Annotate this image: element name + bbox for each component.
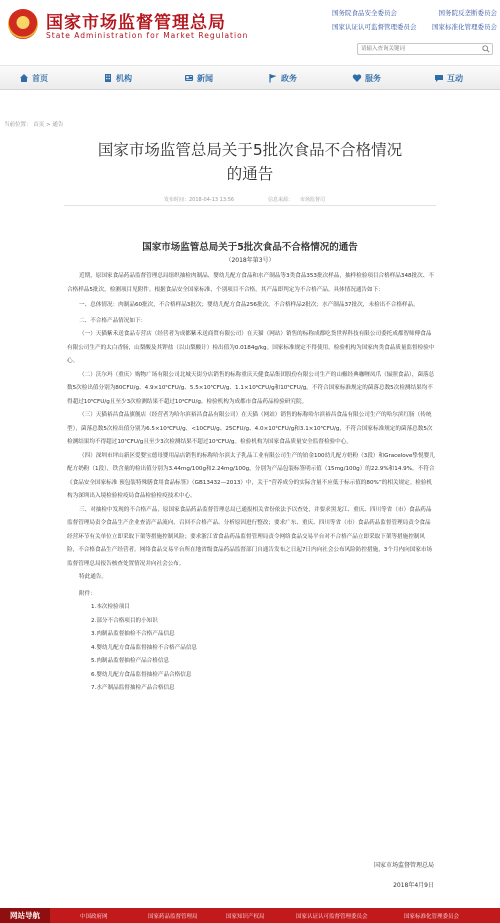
search-box xyxy=(357,43,493,55)
breadcrumb xyxy=(4,120,63,128)
document-title: 国家市场监管总局关于5批次食品不合格情况的通告 xyxy=(142,242,358,253)
nav-item-organization[interactable] xyxy=(103,71,132,85)
paragraph: 三、对抽检中发现的不合格产品，原国家食品药品监督管理总局已通报相关省份依法予以查处，并要求黑龙江、重庆、四川等省（市）食品药品监督管理局责令食品生产企业查清产品流向、召回不合格产品、分析原因进行整改；要求广东、重庆、四川等省（市）食品药品监督管理局责令食品经营环节有关单位立即采取下架等措施控制风险；要求浙江省食品药品监督管理局责令网络食品交易平台对不合格产品立即采取下架等措施控制风险，不合格食品生产经营者。网络食品交易平台所在地省级食品药品监督部门自通告发布之日起7日内向社会公布风险防控措施，3个月内向国家市场监督管理总局报告核查处置情况并向社会公布。 xyxy=(67,506,433,567)
main-nav xyxy=(0,66,500,90)
nav-item-interaction[interactable] xyxy=(434,71,463,85)
attachment-link[interactable]: 1.本次检验项目 xyxy=(91,604,130,610)
attachment-link[interactable]: 6.婴幼儿配方食品监督抽检产品合格信息 xyxy=(91,671,192,678)
national-emblem-icon: ★ xyxy=(8,9,38,39)
top-link-antimonopoly-committee[interactable]: 国务院反垄断委员会 xyxy=(438,9,497,17)
article-title-line: 的通告 xyxy=(226,165,274,183)
document-number: （2018年第3号） xyxy=(225,257,275,264)
home-icon xyxy=(19,73,29,83)
breadcrumb-separator: > xyxy=(46,122,51,128)
nav-label: 机构 xyxy=(116,73,132,83)
top-link-food-safety-committee[interactable]: 国务院食品安全委员会 xyxy=(332,9,397,17)
building-icon xyxy=(103,73,113,83)
attachment-link[interactable]: 2.部分不合格项目的小知识 xyxy=(91,617,158,624)
nav-label: 互动 xyxy=(447,73,463,83)
footer-link-standardization[interactable]: 国家标准化管理委员会 xyxy=(404,914,460,920)
breadcrumb-prefix: 当前位置： xyxy=(4,122,32,128)
top-link-standardization-committee[interactable]: 国家标准化管理委员会 xyxy=(432,23,497,31)
newspaper-icon xyxy=(184,73,194,83)
search-icon[interactable] xyxy=(482,45,490,53)
source-value: 市场监督司 xyxy=(300,197,326,203)
paragraph: 二、不合格产品情况如下： xyxy=(79,317,147,324)
paragraph: （二）沃尔玛（重庆）购物广场有限公司北城天街分店销售的标称重庆天健食品集团股份有限公司生产的山椒经典咖喱凤爪（辐照食品），菌落总数5次检出值分别为80CFU/g、4.9×10⁵CFU/g、5.5×10⁵CFU/g、1.1×10⁶CFU/g和10⁵CFU/g。不符合国家标准规定的菌落总数5次检测结果均不得超过10⁵CFU/g且至少3次检测结果不超过10⁴CFU/g。检验机构为成都市食品药品检验研究院。 xyxy=(67,371,435,405)
site-header xyxy=(0,0,500,66)
attachment-link[interactable]: 3.肉制品监督抽检不合格产品信息 xyxy=(91,631,175,637)
heart-icon xyxy=(352,73,362,83)
footer-link-drug-admin[interactable]: 国家药品监督管理局 xyxy=(148,914,198,920)
sign-date: 2018年4月9日 xyxy=(393,882,434,889)
search-input[interactable] xyxy=(361,44,479,54)
paragraph: （一）天猫紫禾送食品专营店（经营者为成都紫禾送商贸有限公司）在天猫（网站）销售的标称成都吃货世界科技有限公司委托成都智师傅食品有限公司生产的太白香肠，山梨酸及其钾盐（以山梨酸计）检出值为0.0184g/kg。国家标准规定不得使用。检验机构为国家肉类食品质量监督检验中心。 xyxy=(67,331,435,364)
article-title xyxy=(50,138,450,186)
attachment-link[interactable]: 4.婴幼儿配方食品监督抽检不合格产品信息 xyxy=(91,644,198,651)
flag-icon xyxy=(268,73,278,83)
nav-label: 新闻 xyxy=(197,73,213,83)
footer-link-ip-office[interactable]: 国家知识产权局 xyxy=(226,914,265,920)
breadcrumb-current-link[interactable]: 通告 xyxy=(52,122,64,128)
nav-item-news[interactable] xyxy=(184,71,213,85)
paragraph: （四）深圳市坪山新区爱婴宝德母婴用品店销售的标称哈尔滨太子乳品工业有限公司生产的铂金100幼儿配方奶粉（3段）和Gracelove挚悦婴儿配方奶粉（1段），铁含量的检出值分别为3.44mg/100g和2.24mg/100g，分别为产品包装标签明示值（15mg/100g）的22.9%和14.9%。不符合《食品安全国家标准 预包装特殊膳食用食品标签》（GB13432—2013）中，关于“营养成分的实际含量不应低于标示值的80%”的相关规定。检验机构为深圳出入境检验检疫局食品检验检疫技术中心。 xyxy=(67,452,435,499)
footer-link-gov[interactable]: 中国政府网 xyxy=(80,914,108,920)
document-body xyxy=(67,270,435,696)
paragraph: （三）天猫裕昌食品旗舰店（经营者为哈尔滨裕昌食品有限公司）在天猫（网站）销售的标称哈尔滨裕昌食品有限公司生产的哈尔滨红肠（传统型），菌落总数5次检出值分别为6.5×10⁴CFU/g、<10CFU/g、25CFU/g、4.0×10³CFU/g和3.1×10⁵CFU/g，不符合国家标准规定的菌落总数5次检测结果均不得超过10⁵CFU/g且至少3次检测结果不超过10⁴CFU/g。检验机构为国家食品质量安全监督检验中心。 xyxy=(67,412,433,445)
source-label: 信息来源： xyxy=(268,197,294,203)
attachments-label: 附件： xyxy=(79,590,96,597)
publish-time: 发布时间：2018-04-13 13:56 xyxy=(164,197,235,203)
site-subtitle: State Administration for Market Regulation xyxy=(46,31,249,40)
top-link-certification-committee[interactable]: 国家认证认可监督管理委员会 xyxy=(332,23,417,31)
article-title-line: 国家市场监管总局关于5批次食品不合格情况 xyxy=(97,141,403,159)
top-links xyxy=(332,8,497,36)
nav-label: 政务 xyxy=(281,73,297,83)
site-title[interactable]: 国家市场监督管理总局 xyxy=(46,13,226,33)
breadcrumb-home-link[interactable]: 首页 xyxy=(33,122,45,128)
attachment-link[interactable]: 7.水产制品监督抽检产品合格信息 xyxy=(91,685,175,691)
paragraph: 近期，原国家食品药品监督管理总局组织抽检肉制品、婴幼儿配方食品和水产制品等3类食品353批次样品，抽样检验项目合格样品348批次、不合格样品5批次，检测项目见附件。根据食品安全国家标准，个别项目不合格，其产品即判定为不合格产品。具体情况通告如下： xyxy=(67,273,434,293)
footer-nav-bar xyxy=(0,908,500,923)
paragraph: 特此通告。 xyxy=(79,574,107,580)
attachment-link[interactable]: 5.肉制品监督抽检产品合格信息 xyxy=(91,658,170,664)
nav-item-services[interactable] xyxy=(352,71,381,85)
nav-item-government-affairs[interactable] xyxy=(268,71,297,85)
footer-nav-tag: 网站导航 xyxy=(0,908,50,923)
signature: 国家市场监督管理总局 xyxy=(373,862,434,869)
nav-item-home[interactable] xyxy=(19,71,48,85)
chat-icon xyxy=(434,73,444,83)
meta-divider xyxy=(64,205,436,206)
nav-label: 首页 xyxy=(32,73,48,83)
footer-link-certification[interactable]: 国家认证认可监督管理委员会 xyxy=(296,914,368,920)
paragraph: 一、总体情况：肉制品60批次，不合格样品3批次；婴幼儿配方食品256批次，不合格样品2批次；水产制品37批次，未检出不合格样品。 xyxy=(79,302,419,308)
nav-label: 服务 xyxy=(365,73,381,83)
